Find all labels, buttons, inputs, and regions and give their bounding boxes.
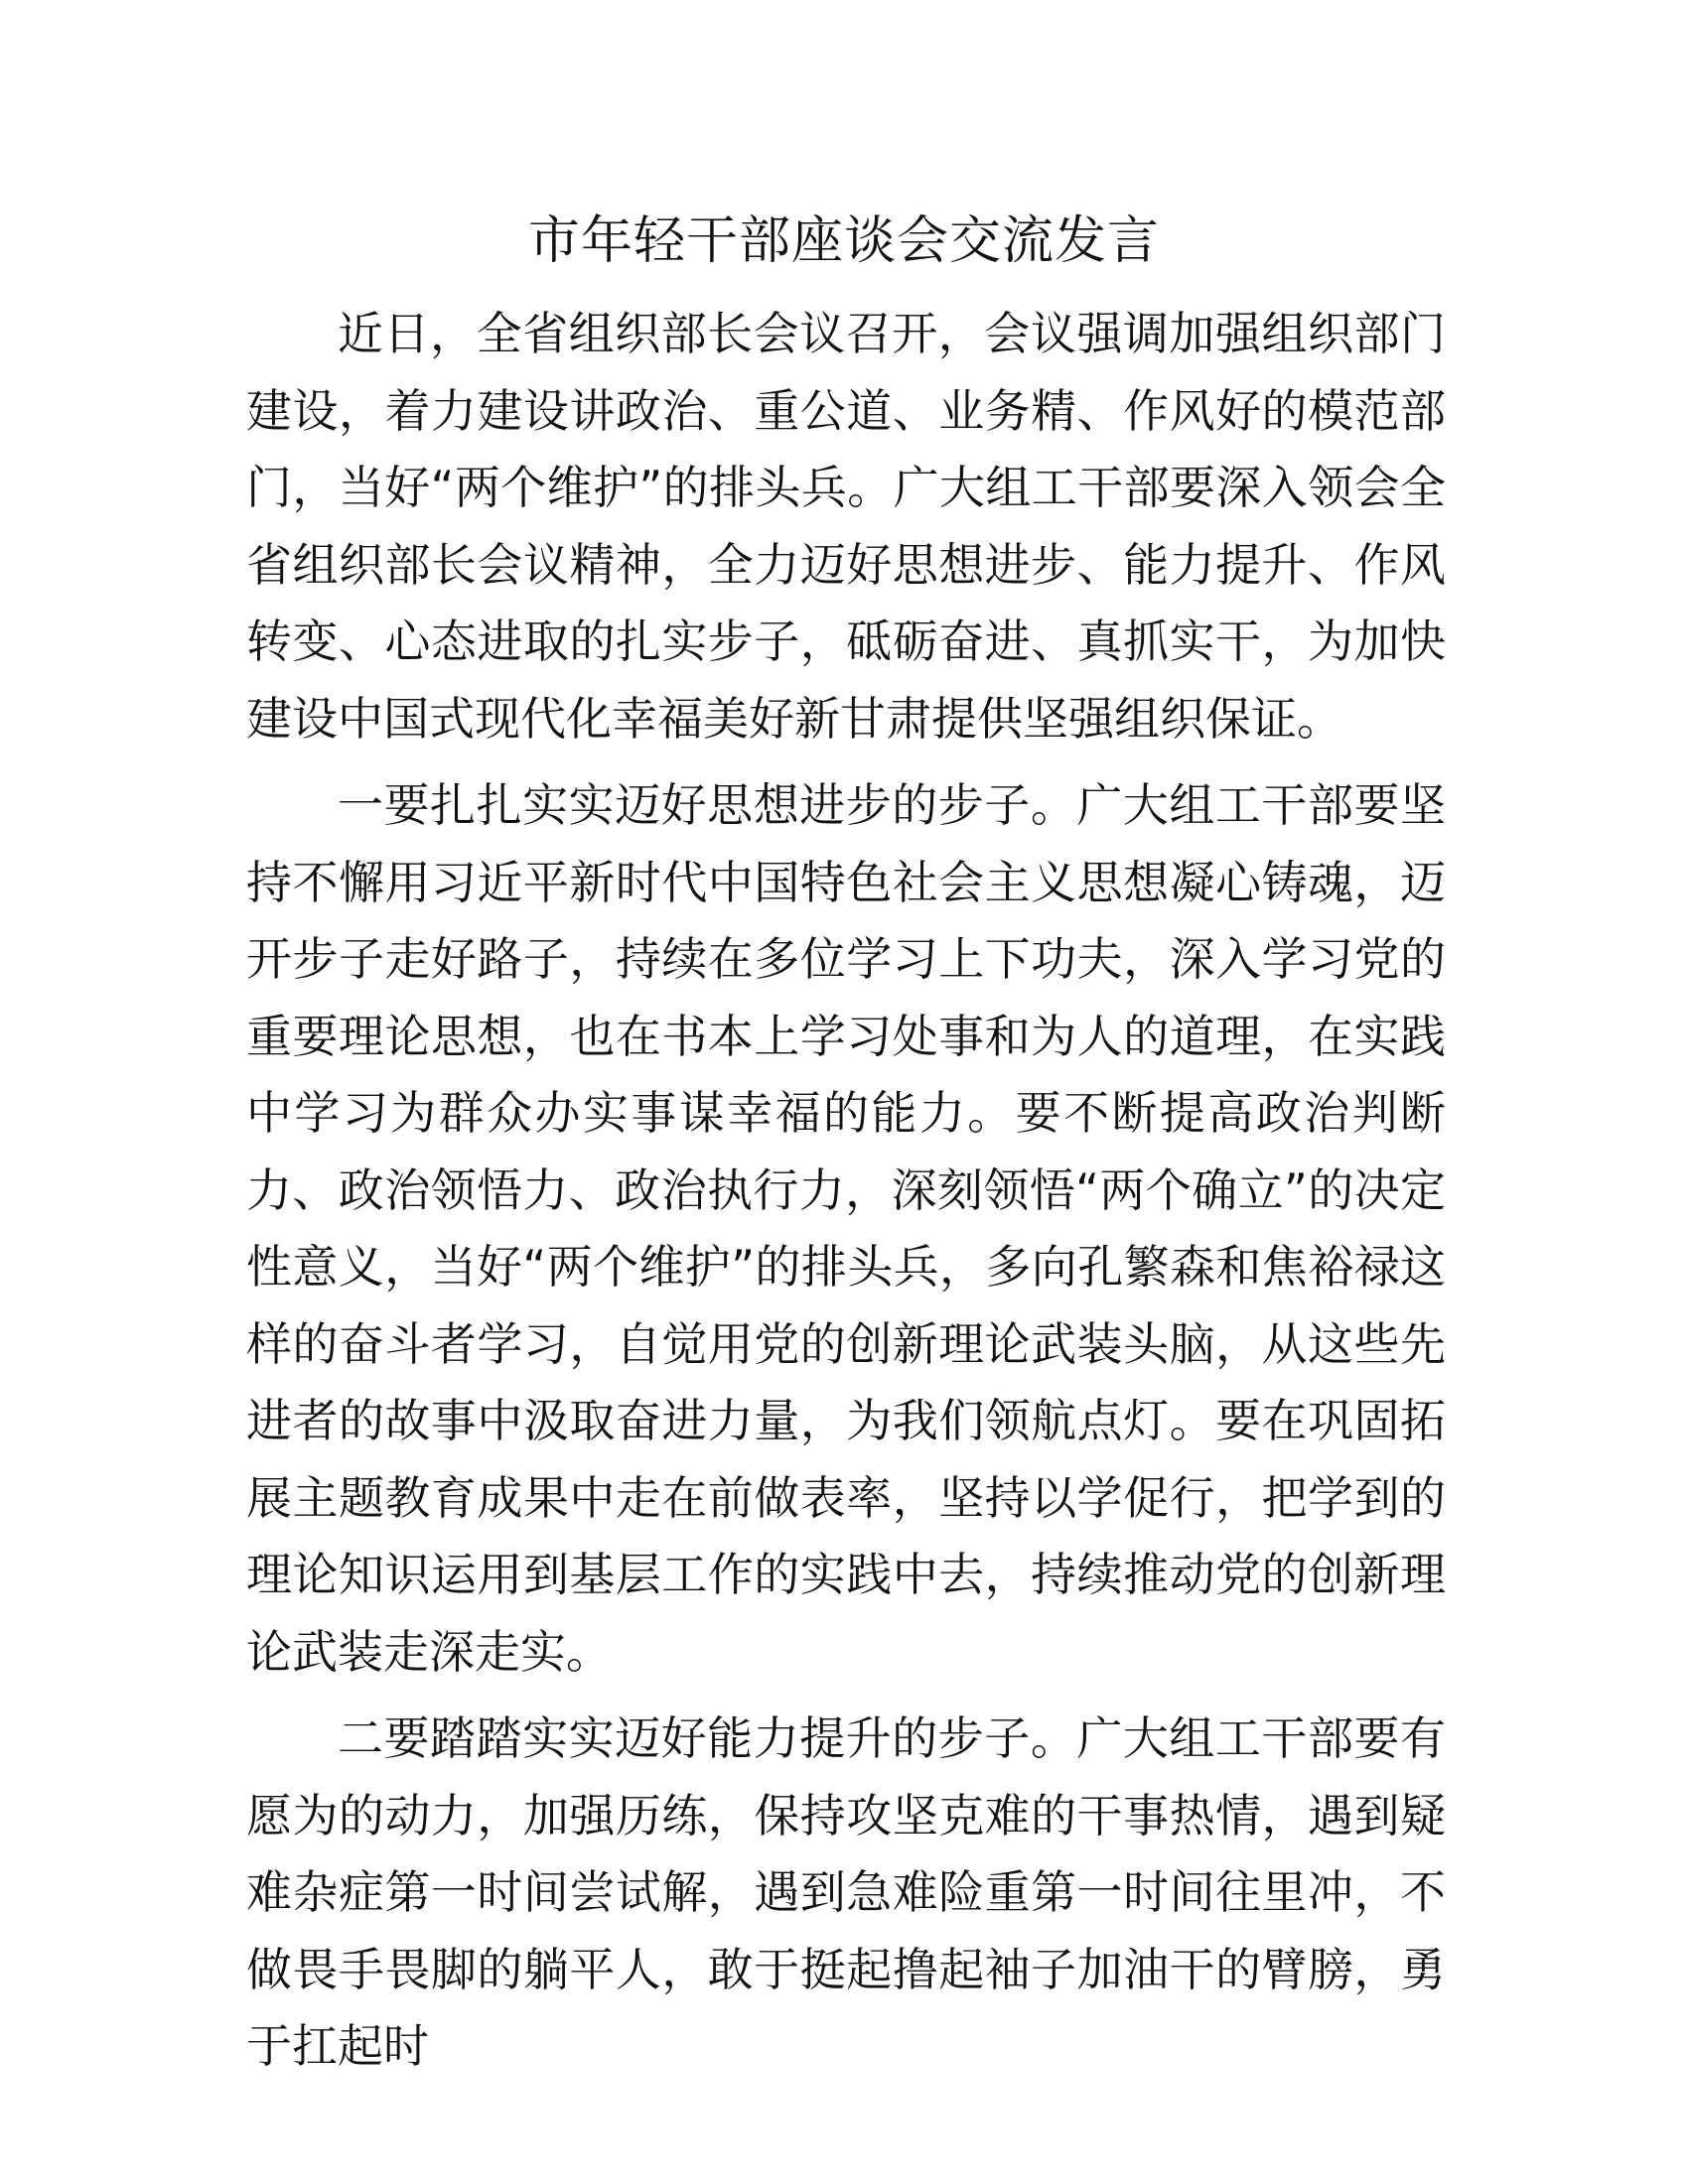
paragraph-second-point: 二要踏踏实实迈好能力提升的步子。广大组工干部要有愿为的动力，加强历练，保持攻坚克难的干事热情，遇到疑难杂症第一时间尝试解，遇到急难险重第一时间往里冲，不做畏手畏脚的躺平人，敢于挺起撸起袖子加油干的臂膀，勇于扛起时 <box>246 1711 1446 2073</box>
paragraph-intro: 近日，全省组织部长会议召开，会议强调加强组织部门建设，着力建设讲政治、重公道、业务精、作风好的模范部门，当好“两个维护”的排头兵。广大组工干部要深入领会全省组织部长会议精神，全力迈好思想进步、能力提升、作风转变、心态进取的扎实步子，砥砺奋进、真抓实干，为加快建设中国式现代化幸福美好新甘肃提供坚强组织保证。 <box>246 307 1446 746</box>
document-title: 市年轻干部座谈会交流发言 <box>527 211 1160 271</box>
document-body <box>246 296 1446 2096</box>
paragraph-first-point: 一要扎扎实实迈好思想进步的步子。广大组工干部要坚持不懈用习近平新时代中国特色社会主义思想凝心铸魂，迈开步子走好路子，持续在多位学习上下功夫，深入学习党的重要理论思想，也在书本上学习处事和为人的道理，在实践中学习为群众办实事谋幸福的能力。要不断提高政治判断力、政治领悟力、政治执行力，深刻领悟“两个确立”的决定性意义，当好“两个维护”的排头兵，多向孔繁森和焦裕禄这样的奋斗者学习，自觉用党的创新理论武装头脑，从这些先进者的故事中汲取奋进力量，为我们领航点灯。要在巩固拓展主题教育成果中走在前做表率，坚持以学促行，把学到的理论知识运用到基层工作的实践中去，持续推动党的创新理论武装走深走实。 <box>246 778 1446 1679</box>
